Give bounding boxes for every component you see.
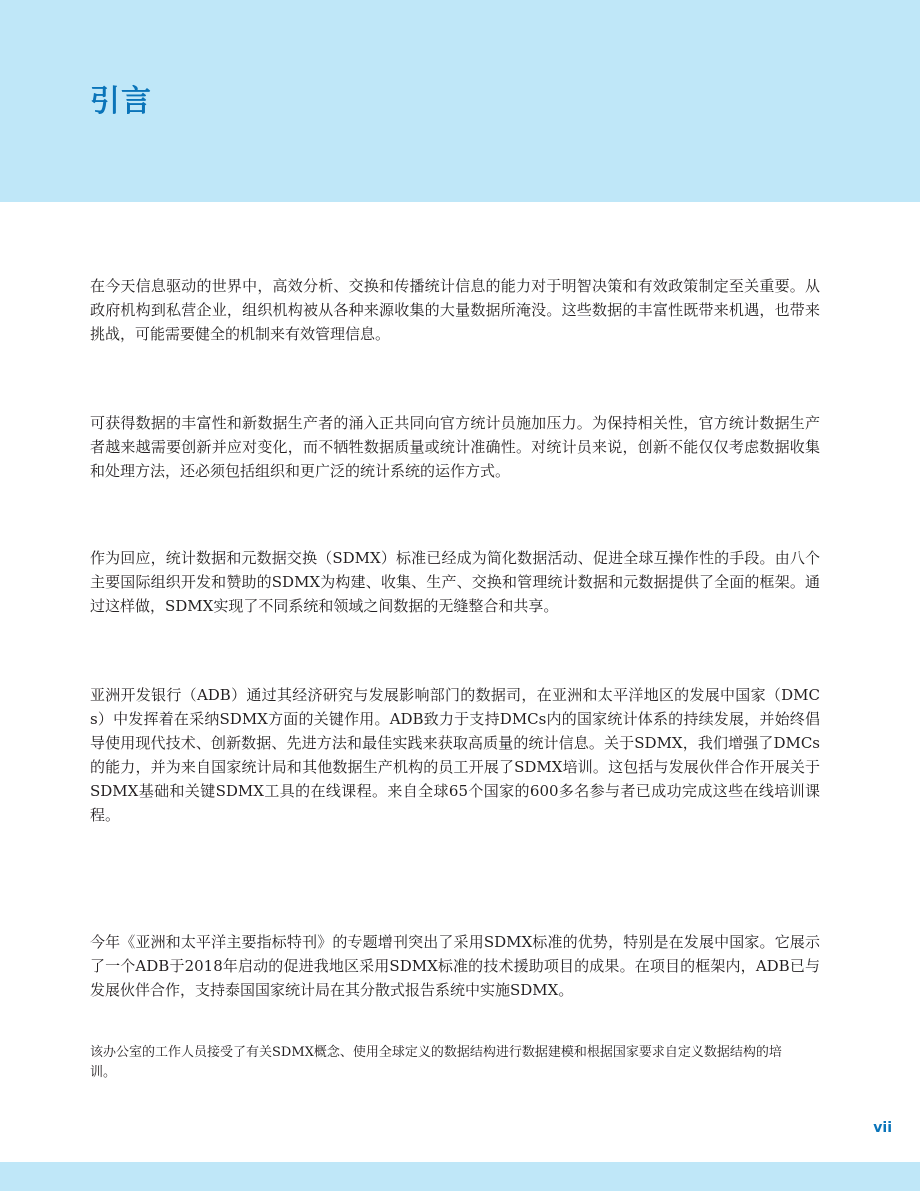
- paragraph-5: 今年《亚洲和太平洋主要指标特刊》的专题增刊突出了采用SDMX标准的优势，特别是在发展中国家。它展示了一个ADB于2018年启动的促进我地区采用SDMX标准的技术援助项目的成果。在项目的框架内，ADB已与发展伙伴合作，支持泰国国家统计局在其分散式报告系统中实施SDMX。: [90, 933, 820, 999]
- paragraph-3: 作为回应，统计数据和元数据交换（SDMX）标准已经成为简化数据活动、促进全球互操作性的手段。由八个主要国际组织开发和赞助的SDMX为构建、收集、生产、交换和管理统计数据和元数据提供了全面的框架。通过这样做，SDMX实现了不同系统和领域之间数据的无缝整合和共享。: [90, 549, 820, 615]
- header-band: [0, 0, 920, 202]
- paragraph-2: 可获得数据的丰富性和新数据生产者的涌入正共同向官方统计员施加压力。为保持相关性，官方统计数据生产者越来越需要创新并应对变化，而不牺牲数据质量或统计准确性。对统计员来说，创新不能仅仅考虑数据收集和处理方法，还必须包括组织和更广泛的统计系统的运作方式。: [90, 414, 820, 480]
- page-title: 引言: [90, 84, 152, 119]
- paragraph-4: 亚洲开发银行（ADB）通过其经济研究与发展影响部门的数据司，在亚洲和太平洋地区的发展中国家（DMCs）中发挥着在采纳SDMX方面的关键作用。ADB致力于支持DMCs内的国家统计体系的持续发展，并始终倡导使用现代技术、创新数据、先进方法和最佳实践来获取高质量的统计信息。关于SDMX，我们增强了DMCs的能力，并为来自国家统计局和其他数据生产机构的员工开展了SDMX培训。这包括与发展伙伴合作开展关于SDMX基础和关键SDMX工具的在线课程。来自全球65个国家的600多名参与者已成功完成这些在线培训课程。: [90, 686, 820, 824]
- paragraph-1: 在今天信息驱动的世界中，高效分析、交换和传播统计信息的能力对于明智决策和有效政策制定至关重要。从政府机构到私营企业，组织机构被从各种来源收集的大量数据所淹没。这些数据的丰富性既带来机遇，也带来挑战，可能需要健全的机制来有效管理信息。: [90, 277, 820, 343]
- footnote: 该办公室的工作人员接受了有关SDMX概念、使用全球定义的数据结构进行数据建模和根据国家要求自定义数据结构的培训。: [90, 1045, 782, 1080]
- footer-band: [0, 1162, 920, 1191]
- page-number: vii: [873, 1120, 892, 1136]
